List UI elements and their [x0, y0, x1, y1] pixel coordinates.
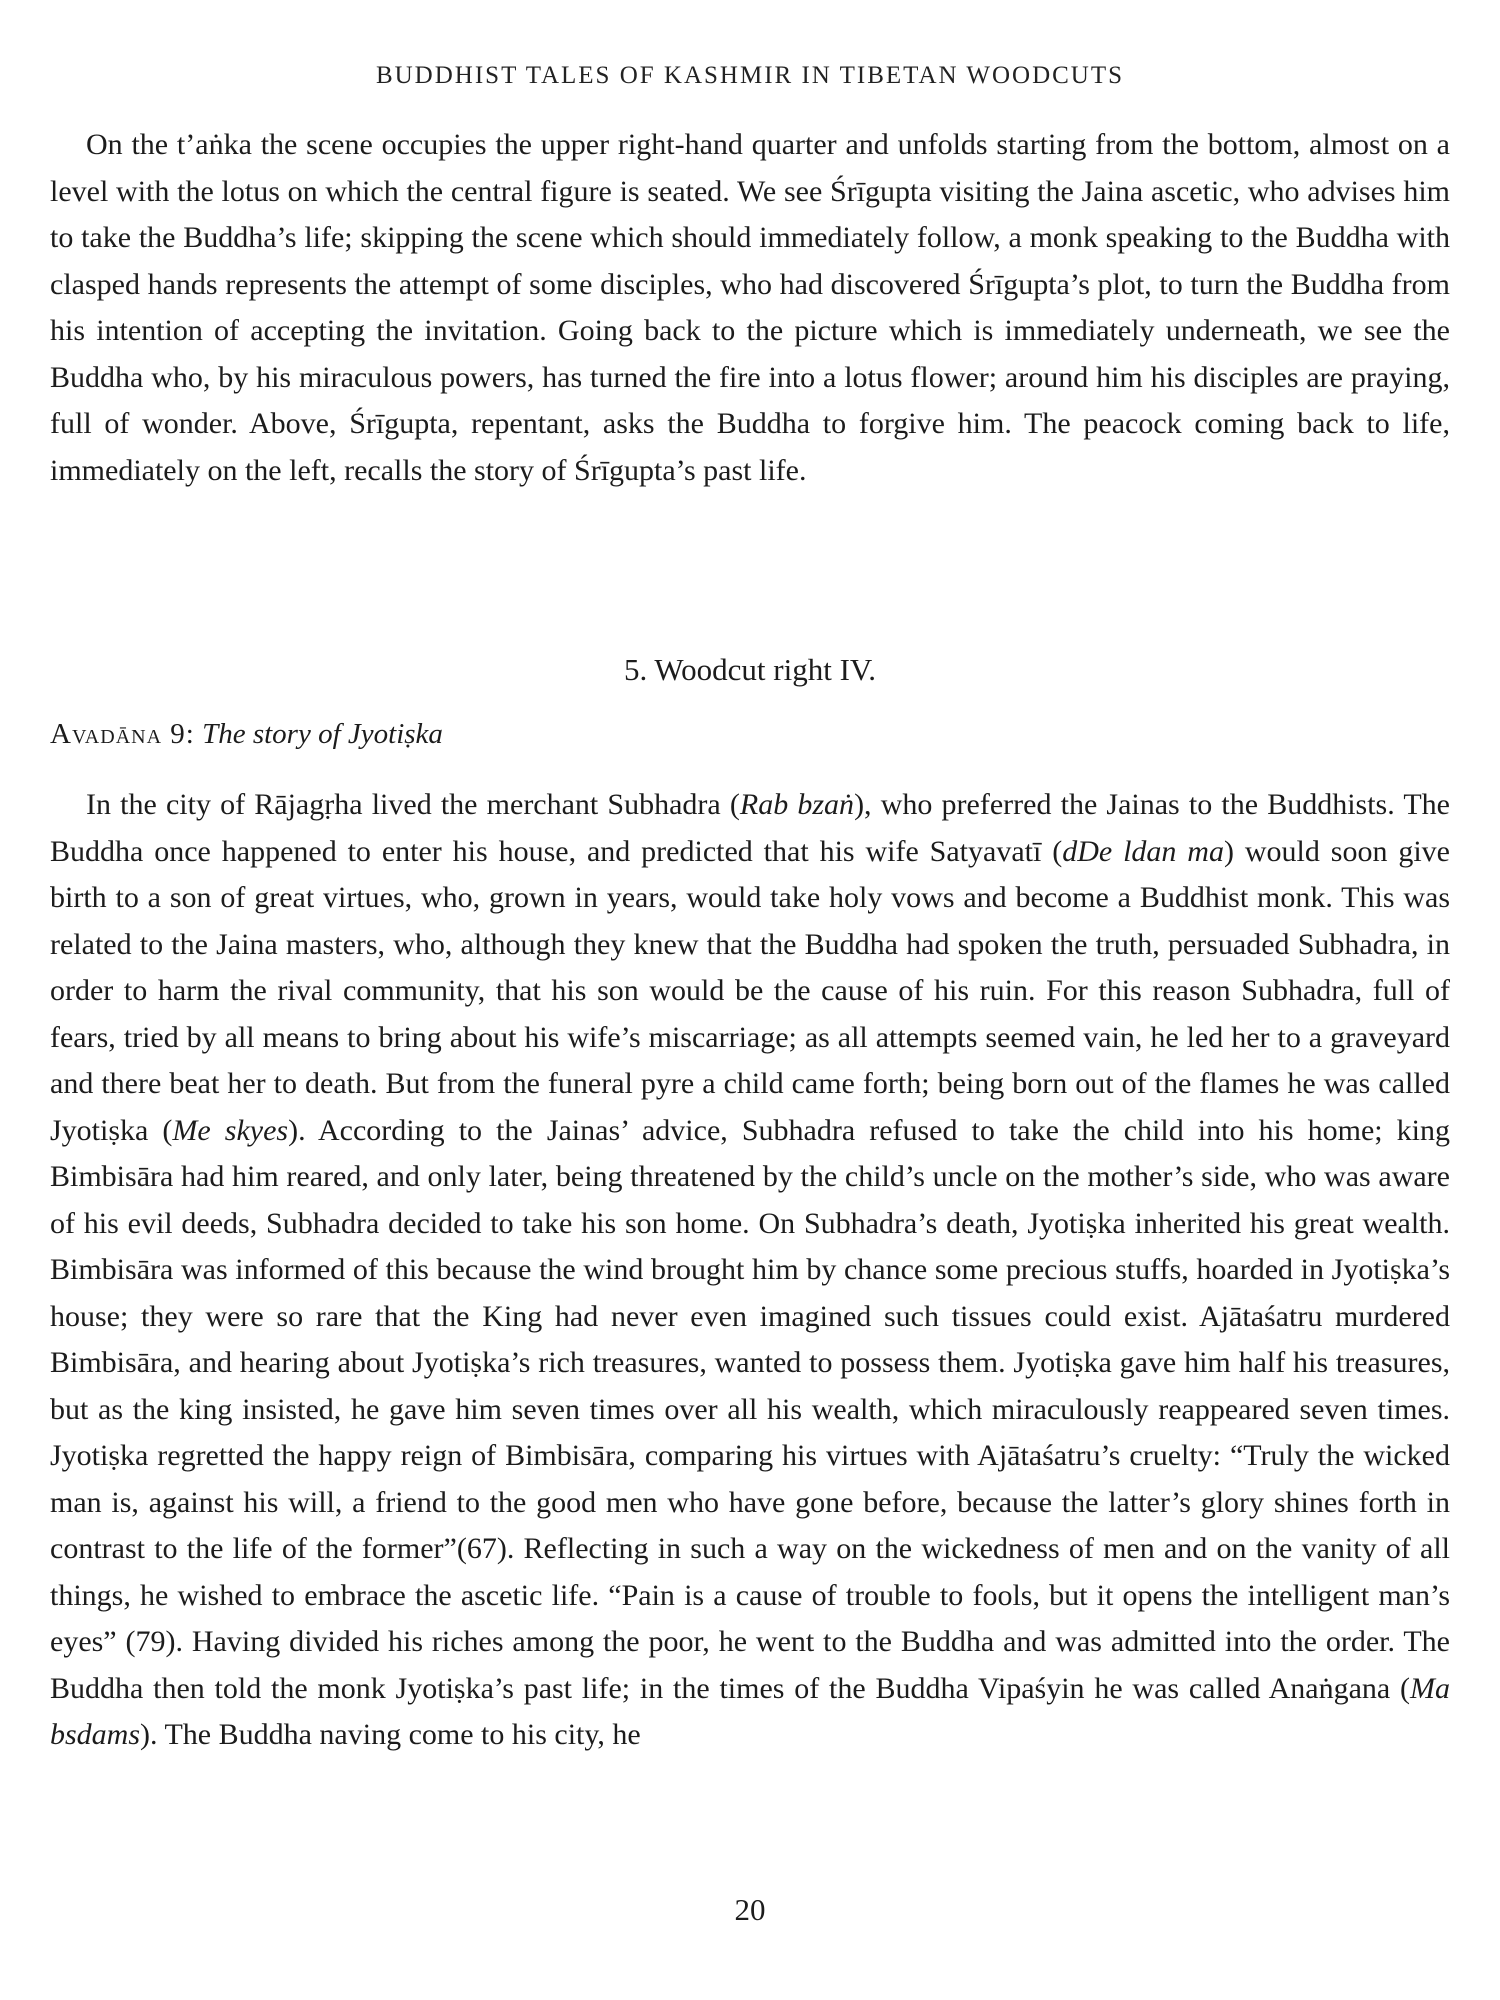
- avadana-label: Avadāna 9:: [50, 718, 195, 750]
- text-run: In the city of Rājagṛha lived the merchant Subhadra (: [86, 788, 740, 821]
- avadana-title: The story of Jyotiṣka: [202, 718, 443, 750]
- avadana-subheading: [50, 718, 443, 751]
- paragraph-jyotiska-story: [50, 782, 1450, 1759]
- text-run: ), who preferred the Jainas to the Buddhists. The Buddha once happened to enter his house, and predicted that his wife Satyavatī (: [50, 788, 1450, 868]
- section-heading: 5. Woodcut right IV.: [623, 652, 877, 687]
- page-number: 20: [734, 1892, 766, 1927]
- tibetan-term: dDe ldan ma: [1062, 834, 1224, 868]
- paragraph-tanka-scene: On the t’aṅka the scene occupies the upper right-hand quarter and unfolds starting from the bottom, almost on a level with the lotus on which the central figure is seated. We see Śrīgupta visiting the Jaina ascetic, who advises him to take the Buddha’s life; skipping the scene which should immediately follow, a monk speaking to the Buddha with clasped hands represents the attempt of some disciples, who had discovered Śrīgupta’s plot, to turn the Buddha from his intention of accepting the invitation. Going back to the picture which is immediately underneath, we see the Buddha who, by his miraculous powers, has turned the fire into a lotus flower; around him his disciples are praying, full of wonder. Above, Śrīgupta, repentant, asks the Buddha to forgive him. The peacock coming back to life, immediately on the left, recalls the story of Śrīgupta’s past life.: [50, 128, 1450, 487]
- text-run: ). The Buddha naving come to his city, he: [140, 1718, 641, 1751]
- text-run: ) would soon give birth to a son of great virtues, who, grown in years, would take holy vows and become a Buddhist monk. This was related to the Jaina masters, who, although they knew that the Buddha had spoken the truth, persuaded Subhadra, in order to harm the rival community, that his son would be the cause of his ruin. For this reason Subhadra, full of fears, tried by all means to bring about his wife’s miscarriage; as all attempts seemed vain, he led her to a graveyard and there beat her to death. But from the funeral pyre a child came forth; being born out of the flames he was called Jyotiṣka (: [50, 834, 1450, 1147]
- tibetan-term: Rab bzaṅ: [739, 788, 855, 821]
- tibetan-term: Me skyes: [172, 1113, 289, 1147]
- running-head: BUDDHIST TALES OF KASHMIR IN TIBETAN WOODCUTS: [375, 62, 1125, 89]
- tibetan-term: Ma bsdams: [50, 1671, 1450, 1751]
- text-run: ). According to the Jainas’ advice, Subhadra refused to take the child into his home; king Bimbisāra had him reared, and only later, being threatened by the child’s uncle on the mother’s side, who was aware of his evil deeds, Subhadra decided to take his son home. On Subhadra’s death, Jyotiṣka inherited his great wealth. Bimbisāra was informed of this because the wind brought him by chance some precious stuffs, hoarded in Jyotiṣka’s house; they were so rare that the King had never even imagined such tissues could exist. Ajātaśatru murdered Bimbisāra, and hearing about Jyotiṣka’s rich treasures, wanted to possess them. Jyotiṣka gave him half his treasures, but as the king insisted, he gave him seven times over all his wealth, which miraculously reappeared seven times. Jyotiṣka regretted the happy reign of Bimbisāra, comparing his virtues with Ajātaśatru’s cruelty: “Truly the wicked man is, against his will, a friend to the good men who have gone before, because the latter’s glory shines forth in contrast to the life of the former”(67). Reflecting in such a way on the wickedness of men and on the vanity of all things, he wished to embrace the ascetic life. “Pain is a cause of trouble to fools, but it opens the intelligent man’s eyes” (79). Having divided his riches among the poor, he went to the Buddha and was admitted into the order. The Buddha then told the monk Jyotiṣka’s past life; in the times of the Buddha Vipaśyin he was called Anaṅgana (: [50, 1113, 1450, 1705]
